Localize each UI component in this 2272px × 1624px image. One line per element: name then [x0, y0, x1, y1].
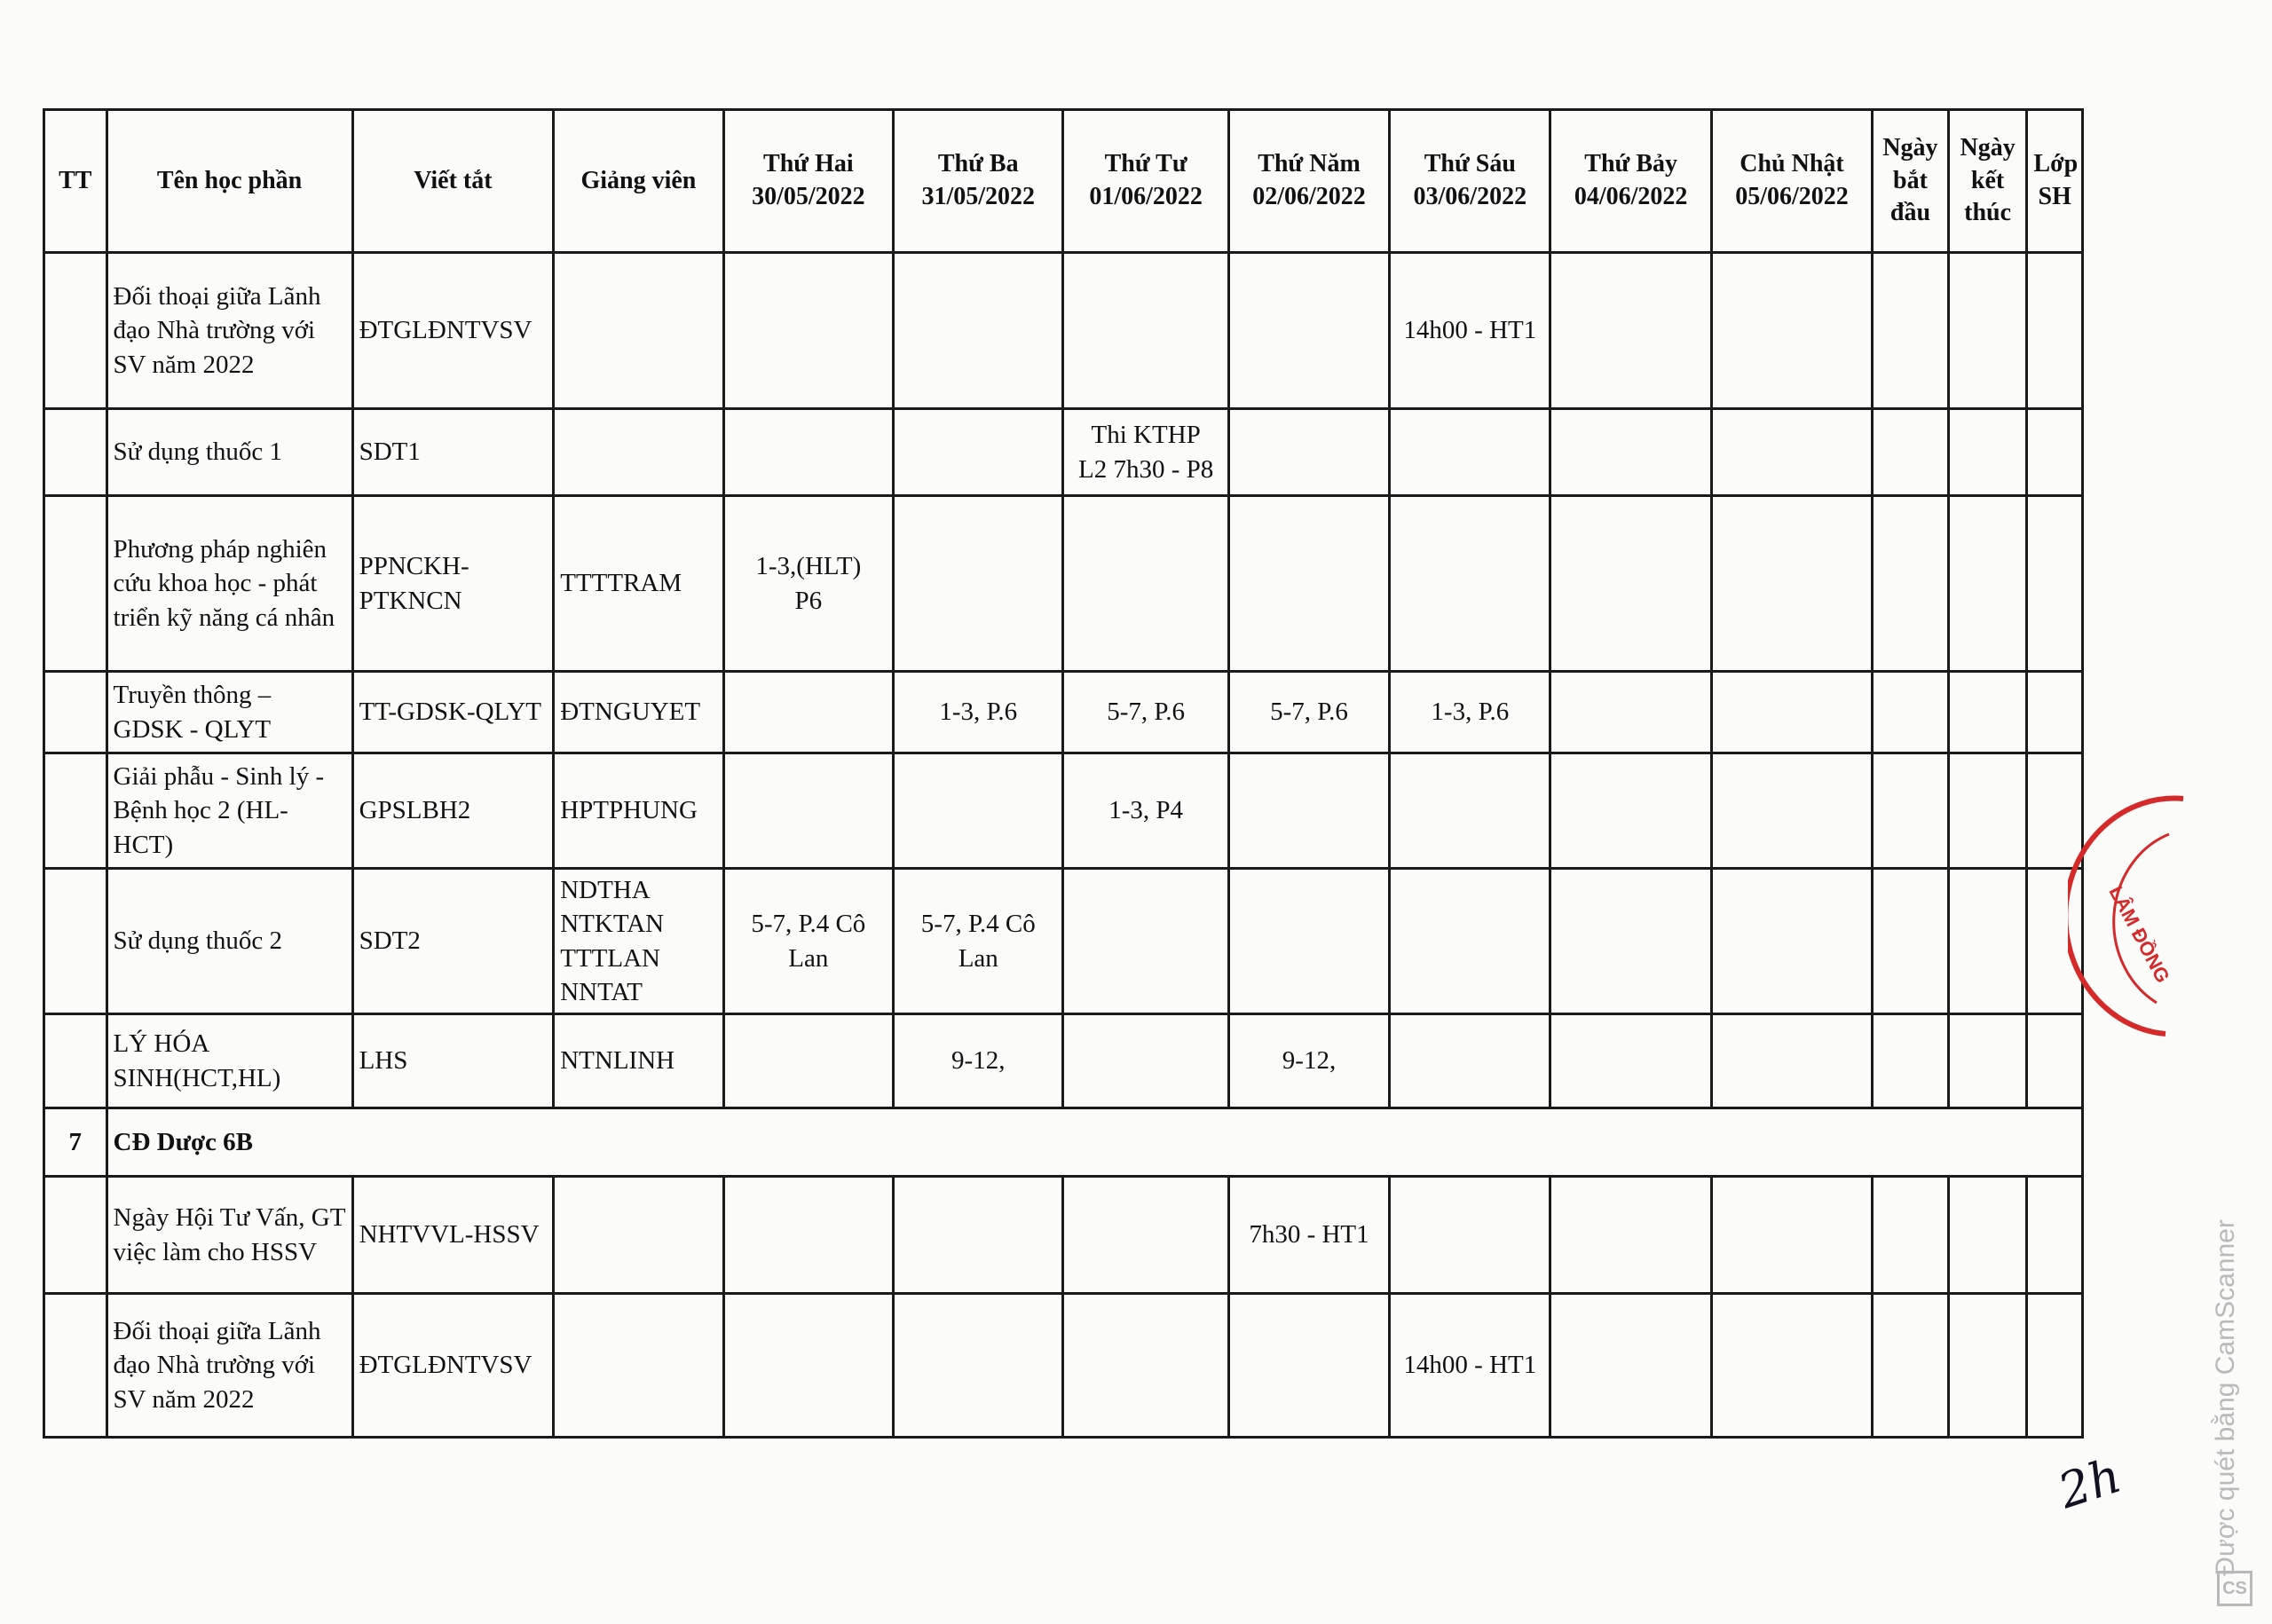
slot-tuesday: 1-3, P.6 [894, 672, 1063, 753]
course-name: Sử dụng thuốc 1 [106, 409, 352, 496]
class-code [2027, 1177, 2083, 1294]
table-row [44, 672, 2083, 753]
header-tuesday: Thứ Ba 31/05/2022 [894, 110, 1063, 253]
course-abbreviation: SDT2 [352, 869, 554, 1014]
slot-wednesday [1063, 1294, 1228, 1438]
slot-thursday [1228, 869, 1389, 1014]
header-row [44, 110, 2083, 253]
course-abbreviation: NHTVVL-HSSV [352, 1177, 554, 1294]
start-date [1873, 253, 1949, 409]
table-row [44, 409, 2083, 496]
school-seal-stamp [2068, 781, 2201, 1047]
lecturer: HPTPHUNG [554, 753, 723, 869]
header-course-name: Tên học phần [106, 110, 352, 253]
end-date [1948, 409, 2027, 496]
row-number [44, 1177, 107, 1294]
start-date [1873, 1014, 1949, 1108]
slot-wednesday [1063, 253, 1228, 409]
slot-friday [1390, 1177, 1550, 1294]
slot-sunday [1711, 1294, 1872, 1438]
table-row [44, 753, 2083, 869]
slot-saturday [1550, 409, 1711, 496]
class-group-row [44, 1108, 2083, 1177]
header-end-date: Ngày kết thúc [1948, 110, 2027, 253]
slot-friday [1390, 409, 1550, 496]
end-date [1948, 253, 2027, 409]
row-number [44, 672, 107, 753]
lecturer: NTNLINH [554, 1014, 723, 1108]
table-row [44, 1294, 2083, 1438]
lecturer: NDTHA NTKTAN TTTLAN NNTAT [554, 869, 723, 1014]
table-row [44, 496, 2083, 672]
slot-monday: 1-3,(HLT) P6 [723, 496, 893, 672]
slot-friday [1390, 1014, 1550, 1108]
slot-sunday [1711, 253, 1872, 409]
slot-thursday [1228, 1294, 1389, 1438]
header-saturday: Thứ Bảy 04/06/2022 [1550, 110, 1711, 253]
header-class: Lớp SH [2027, 110, 2083, 253]
slot-sunday [1711, 496, 1872, 672]
slot-wednesday [1063, 1014, 1228, 1108]
end-date [1948, 496, 2027, 672]
row-number [44, 1014, 107, 1108]
lecturer [554, 253, 723, 409]
start-date [1873, 496, 1949, 672]
course-name: Giải phẫu - Sinh lý - Bệnh học 2 (HL-HCT) [106, 753, 352, 869]
slot-monday [723, 409, 893, 496]
end-date [1948, 1294, 2027, 1438]
table-row [44, 869, 2083, 1014]
slot-wednesday [1063, 496, 1228, 672]
slot-friday [1390, 753, 1550, 869]
group-name: CĐ Dược 6B [106, 1108, 2082, 1177]
course-abbreviation: SDT1 [352, 409, 554, 496]
slot-sunday [1711, 409, 1872, 496]
slot-sunday [1711, 1014, 1872, 1108]
start-date [1873, 672, 1949, 753]
svg-text:LÂM ĐỒNG: LÂM ĐỒNG [2104, 882, 2174, 987]
slot-wednesday: 5-7, P.6 [1063, 672, 1228, 753]
class-code [2027, 409, 2083, 496]
slot-sunday [1711, 869, 1872, 1014]
slot-saturday [1550, 869, 1711, 1014]
course-name: Đối thoại giữa Lãnh đạo Nhà trường với SV năm 2022 [106, 253, 352, 409]
handwritten-initials: 2h [2051, 1447, 2128, 1520]
slot-sunday [1711, 753, 1872, 869]
slot-friday: 14h00 - HT1 [1390, 1294, 1550, 1438]
course-name: Sử dụng thuốc 2 [106, 869, 352, 1014]
slot-thursday [1228, 496, 1389, 672]
slot-thursday [1228, 253, 1389, 409]
header-start-date: Ngày bắt đầu [1873, 110, 1949, 253]
start-date [1873, 1177, 1949, 1294]
slot-wednesday [1063, 1177, 1228, 1294]
course-name: Truyền thông – GDSK - QLYT [106, 672, 352, 753]
header-monday: Thứ Hai 30/05/2022 [723, 110, 893, 253]
slot-saturday [1550, 672, 1711, 753]
slot-tuesday [894, 496, 1063, 672]
slot-saturday [1550, 1014, 1711, 1108]
header-thursday: Thứ Năm 02/06/2022 [1228, 110, 1389, 253]
camscanner-logo-icon: CS [2217, 1571, 2252, 1606]
slot-thursday: 5-7, P.6 [1228, 672, 1389, 753]
slot-monday [723, 672, 893, 753]
class-code [2027, 253, 2083, 409]
row-number [44, 1294, 107, 1438]
slot-friday: 14h00 - HT1 [1390, 253, 1550, 409]
header-tt: TT [44, 110, 107, 253]
lecturer: ĐTNGUYET [554, 672, 723, 753]
start-date [1873, 1294, 1949, 1438]
lecturer [554, 1294, 723, 1438]
header-wednesday: Thứ Tư 01/06/2022 [1063, 110, 1228, 253]
table-row [44, 253, 2083, 409]
schedule-table [43, 108, 2084, 1439]
row-number [44, 753, 107, 869]
slot-monday [723, 1014, 893, 1108]
slot-saturday [1550, 753, 1711, 869]
course-name: Đối thoại giữa Lãnh đạo Nhà trường với SV năm 2022 [106, 1294, 352, 1438]
watermark-text: Được quét bằng CamScanner [2211, 1219, 2240, 1576]
table-row [44, 1014, 2083, 1108]
slot-monday [723, 753, 893, 869]
slot-monday [723, 1294, 893, 1438]
header-sunday: Chủ Nhật 05/06/2022 [1711, 110, 1872, 253]
slot-monday [723, 1177, 893, 1294]
slot-tuesday [894, 253, 1063, 409]
course-abbreviation: TT-GDSK-QLYT [352, 672, 554, 753]
slot-tuesday [894, 1177, 1063, 1294]
slot-wednesday: 1-3, P4 [1063, 753, 1228, 869]
start-date [1873, 753, 1949, 869]
slot-tuesday [894, 1294, 1063, 1438]
course-abbreviation: ĐTGLĐNTVSV [352, 1294, 554, 1438]
end-date [1948, 869, 2027, 1014]
header-friday: Thứ Sáu 03/06/2022 [1390, 110, 1550, 253]
slot-saturday [1550, 253, 1711, 409]
slot-tuesday [894, 409, 1063, 496]
class-code [2027, 672, 2083, 753]
slot-tuesday [894, 753, 1063, 869]
schedule-body [44, 253, 2083, 1438]
course-name: LÝ HÓA SINH(HCT,HL) [106, 1014, 352, 1108]
row-number [44, 253, 107, 409]
slot-thursday [1228, 753, 1389, 869]
slot-friday [1390, 869, 1550, 1014]
slot-tuesday: 5-7, P.4 Cô Lan [894, 869, 1063, 1014]
table-row [44, 1177, 2083, 1294]
course-abbreviation: LHS [352, 1014, 554, 1108]
slot-thursday [1228, 409, 1389, 496]
header-abbreviation: Viết tắt [352, 110, 554, 253]
slot-friday: 1-3, P.6 [1390, 672, 1550, 753]
slot-saturday [1550, 1294, 1711, 1438]
end-date [1948, 1177, 2027, 1294]
slot-sunday [1711, 672, 1872, 753]
slot-saturday [1550, 1177, 1711, 1294]
start-date [1873, 409, 1949, 496]
header-lecturer: Giảng viên [554, 110, 723, 253]
row-number [44, 496, 107, 672]
row-number [44, 409, 107, 496]
lecturer [554, 1177, 723, 1294]
start-date [1873, 869, 1949, 1014]
slot-tuesday: 9-12, [894, 1014, 1063, 1108]
slot-thursday: 7h30 - HT1 [1228, 1177, 1389, 1294]
class-code [2027, 496, 2083, 672]
slot-wednesday [1063, 869, 1228, 1014]
slot-wednesday: Thi KTHP L2 7h30 - P8 [1063, 409, 1228, 496]
course-abbreviation: GPSLBH2 [352, 753, 554, 869]
course-name: Ngày Hội Tư Vấn, GT việc làm cho HSSV [106, 1177, 352, 1294]
class-code [2027, 1294, 2083, 1438]
row-number [44, 869, 107, 1014]
lecturer [554, 409, 723, 496]
slot-thursday: 9-12, [1228, 1014, 1389, 1108]
course-abbreviation: PPNCKH-PTKNCN [352, 496, 554, 672]
slot-sunday [1711, 1177, 1872, 1294]
course-abbreviation: ĐTGLĐNTVSV [352, 253, 554, 409]
lecturer: TTTTRAM [554, 496, 723, 672]
slot-saturday [1550, 496, 1711, 672]
end-date [1948, 1014, 2027, 1108]
group-number: 7 [44, 1108, 107, 1177]
course-name: Phương pháp nghiên cứu khoa học - phát triển kỹ năng cá nhân [106, 496, 352, 672]
slot-monday [723, 253, 893, 409]
slot-friday [1390, 496, 1550, 672]
scanner-watermark [2199, 1189, 2252, 1606]
end-date [1948, 672, 2027, 753]
slot-monday: 5-7, P.4 Cô Lan [723, 869, 893, 1014]
end-date [1948, 753, 2027, 869]
